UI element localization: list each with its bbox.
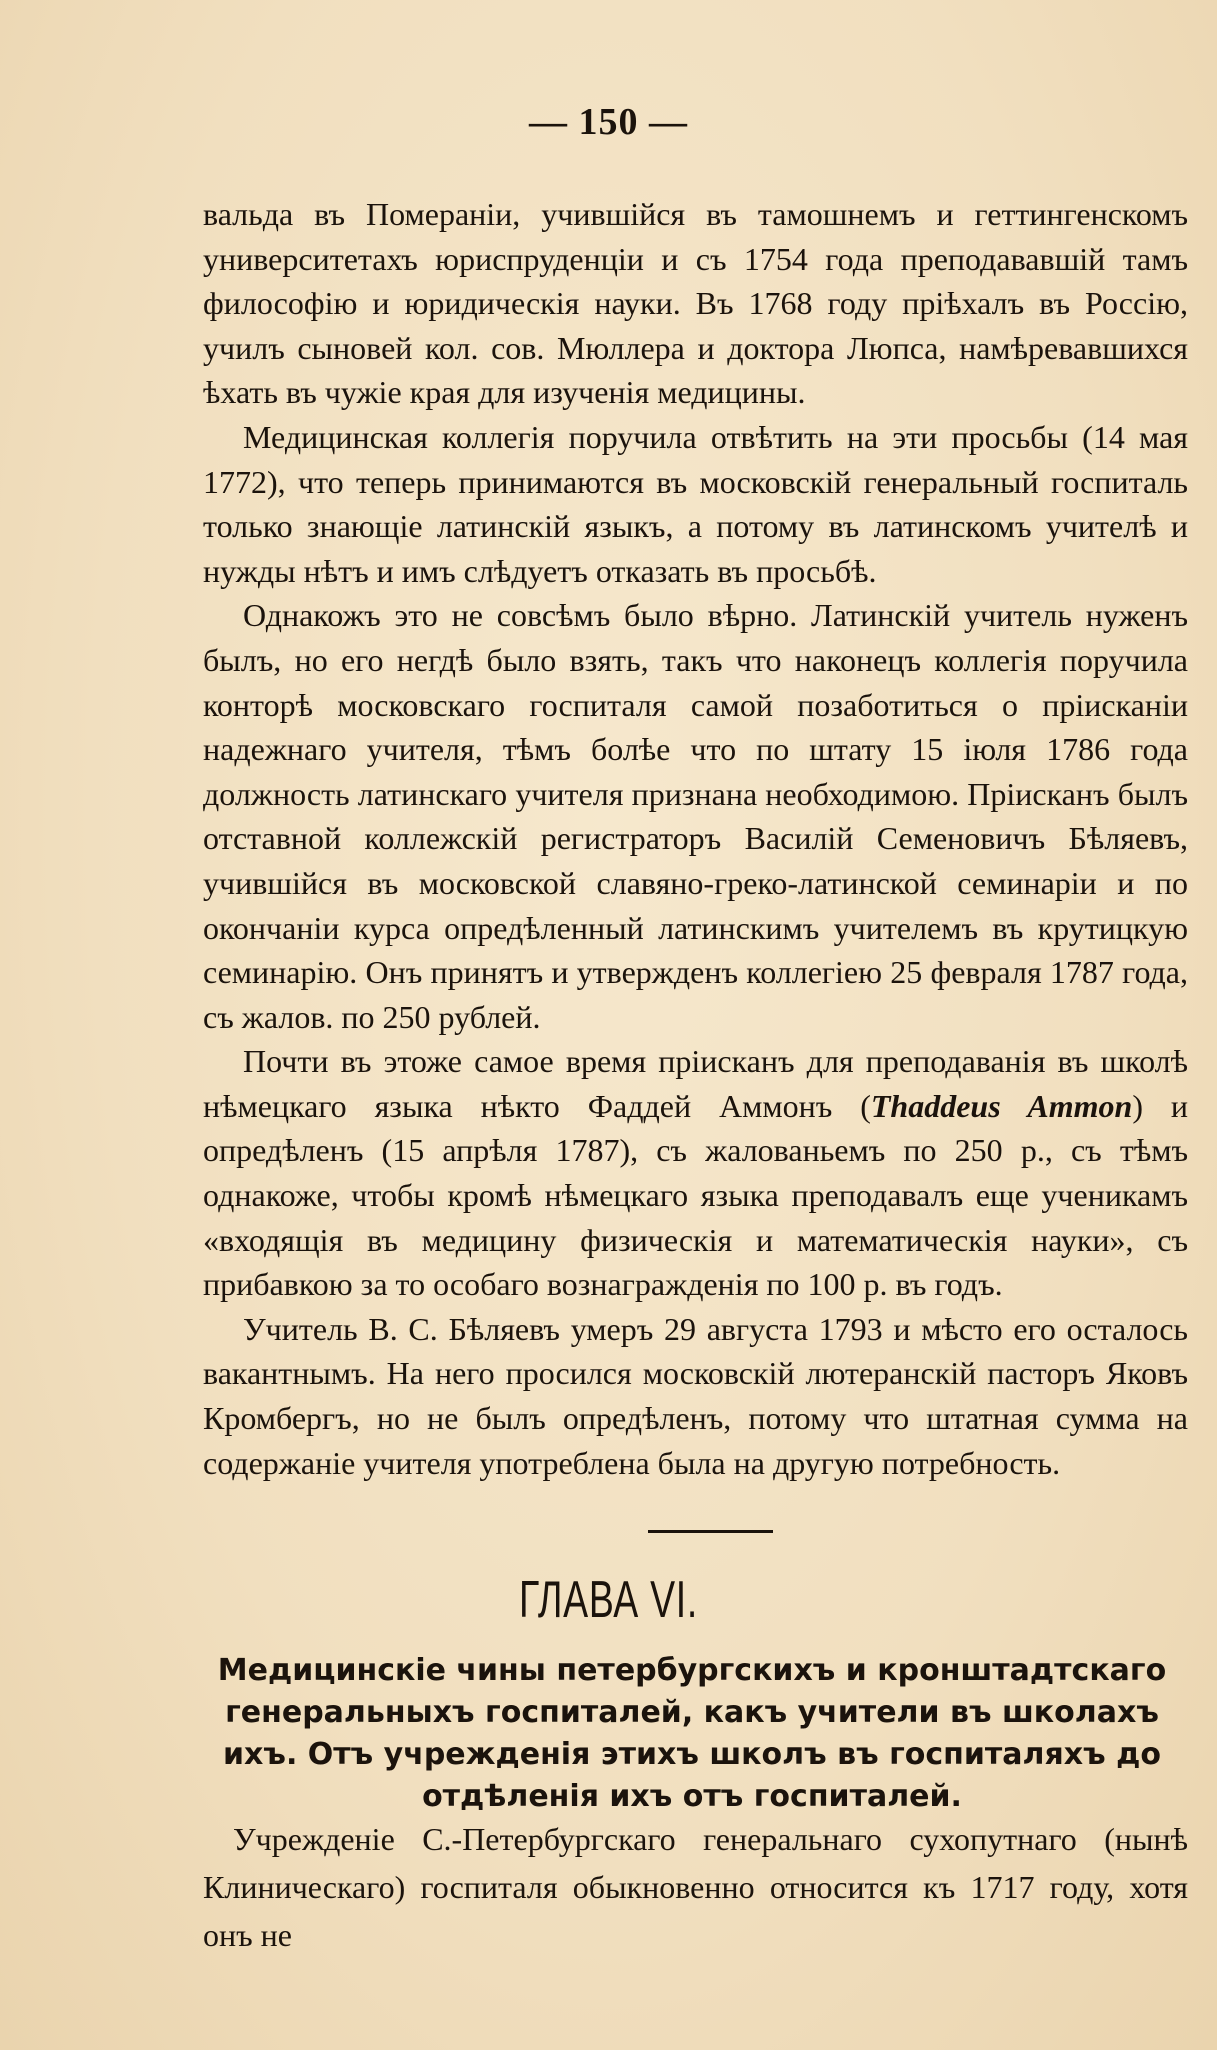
section-divider — [648, 1530, 773, 1533]
paragraph-3: Однакожъ это не совсѣмъ было вѣрно. Латинскій учитель нуженъ былъ, но его негдѣ было взять, такъ что наконецъ коллегія поручила конторѣ московскаго госпиталя самой позаботиться о пріисканіи надежнаго учителя, тѣмъ болѣе что по штату 15 іюля 1786 года должность латинскаго учителя признана необходимою. Пріисканъ былъ отставной коллежскій регистраторъ Василій Семеновичъ Бѣляевъ, учившійся въ московской славяно-греко-латинской семинаріи и по окончаніи курса опредѣленный латинскимъ учителемъ въ крутицкую семинарію. Онъ принятъ и утвержденъ коллегіею 25 февраля 1787 года, съ жалов. по 250 рублей. — [203, 597, 1188, 1035]
paragraph-2: Медицинская коллегія поручила отвѣтить на эти просьбы (14 мая 1772), что теперь принимаются въ московскій генеральный госпиталь только знающіе латинскій языкъ, а потому въ латинскомъ учителѣ и нужды нѣтъ и имъ слѣдуетъ отказать въ просьбѣ. — [203, 418, 1188, 589]
paragraph-4 — [203, 1039, 1188, 1307]
chapter-paragraph-1: Учрежденіе С.-Петербургскаго генеральнаго сухопутнаго (нынѣ Клиническаго) госпиталя обыкновенно относится къ 1717 году, хотя онъ не — [203, 1821, 1188, 1953]
paragraph-4-text-after: ) и опредѣленъ (15 апрѣля 1787), съ жалованьемъ по 250 р., съ тѣмъ однакоже, чтобы кромѣ нѣмецкаго языка преподавалъ еще ученикамъ «входящія въ медицину физическія и математическія науки», съ прибавкою за то особаго вознагражденія по 100 р. въ годъ. — [203, 1087, 1189, 1303]
chapter-heading: ГЛАВА VI. — [518, 1571, 699, 1629]
paragraph-1: вальда въ Помераніи, учившійся въ тамошнемъ и геттингенскомъ университетахъ юриспруденціи и съ 1754 года преподававшій тамъ философію и юридическія науки. Въ 1768 году пріѣхалъ въ Россію, училъ сыновей кол. сов. Мюллера и доктора Люпса, намѣревавшихся ѣхать въ чужіе края для изученія медицины. — [203, 196, 1188, 411]
page-number: — 150 — — [529, 101, 688, 143]
paragraph-4-text-before: Почти въ этоже самое время пріисканъ для преподаванія въ школѣ нѣмецкаго языка нѣкто Фаддей Аммонъ ( — [203, 1043, 1188, 1124]
chapter-body — [203, 1815, 1188, 1959]
paragraph-5: Учитель В. С. Бѣляевъ умеръ 29 августа 1793 и мѣсто его осталось вакантнымъ. На него просился московскій лютеранскій пасторъ Яковъ Кромбергъ, но не былъ опредѣленъ, потому что штатная сумма на содержаніе учителя употреблена была на другую потребность. — [203, 1310, 1188, 1481]
main-text — [203, 192, 1188, 1485]
latin-name: Thaddeus Ammon — [870, 1087, 1133, 1124]
chapter-title: Медицинскіе чины петербургскихъ и кронштадтскаго генеральныхъ госпиталей, какъ учители въ школахъ ихъ. Отъ учрежденія этихъ школъ въ госпиталяхъ до отдѣленія ихъ отъ госпиталей. — [217, 1653, 1167, 1814]
